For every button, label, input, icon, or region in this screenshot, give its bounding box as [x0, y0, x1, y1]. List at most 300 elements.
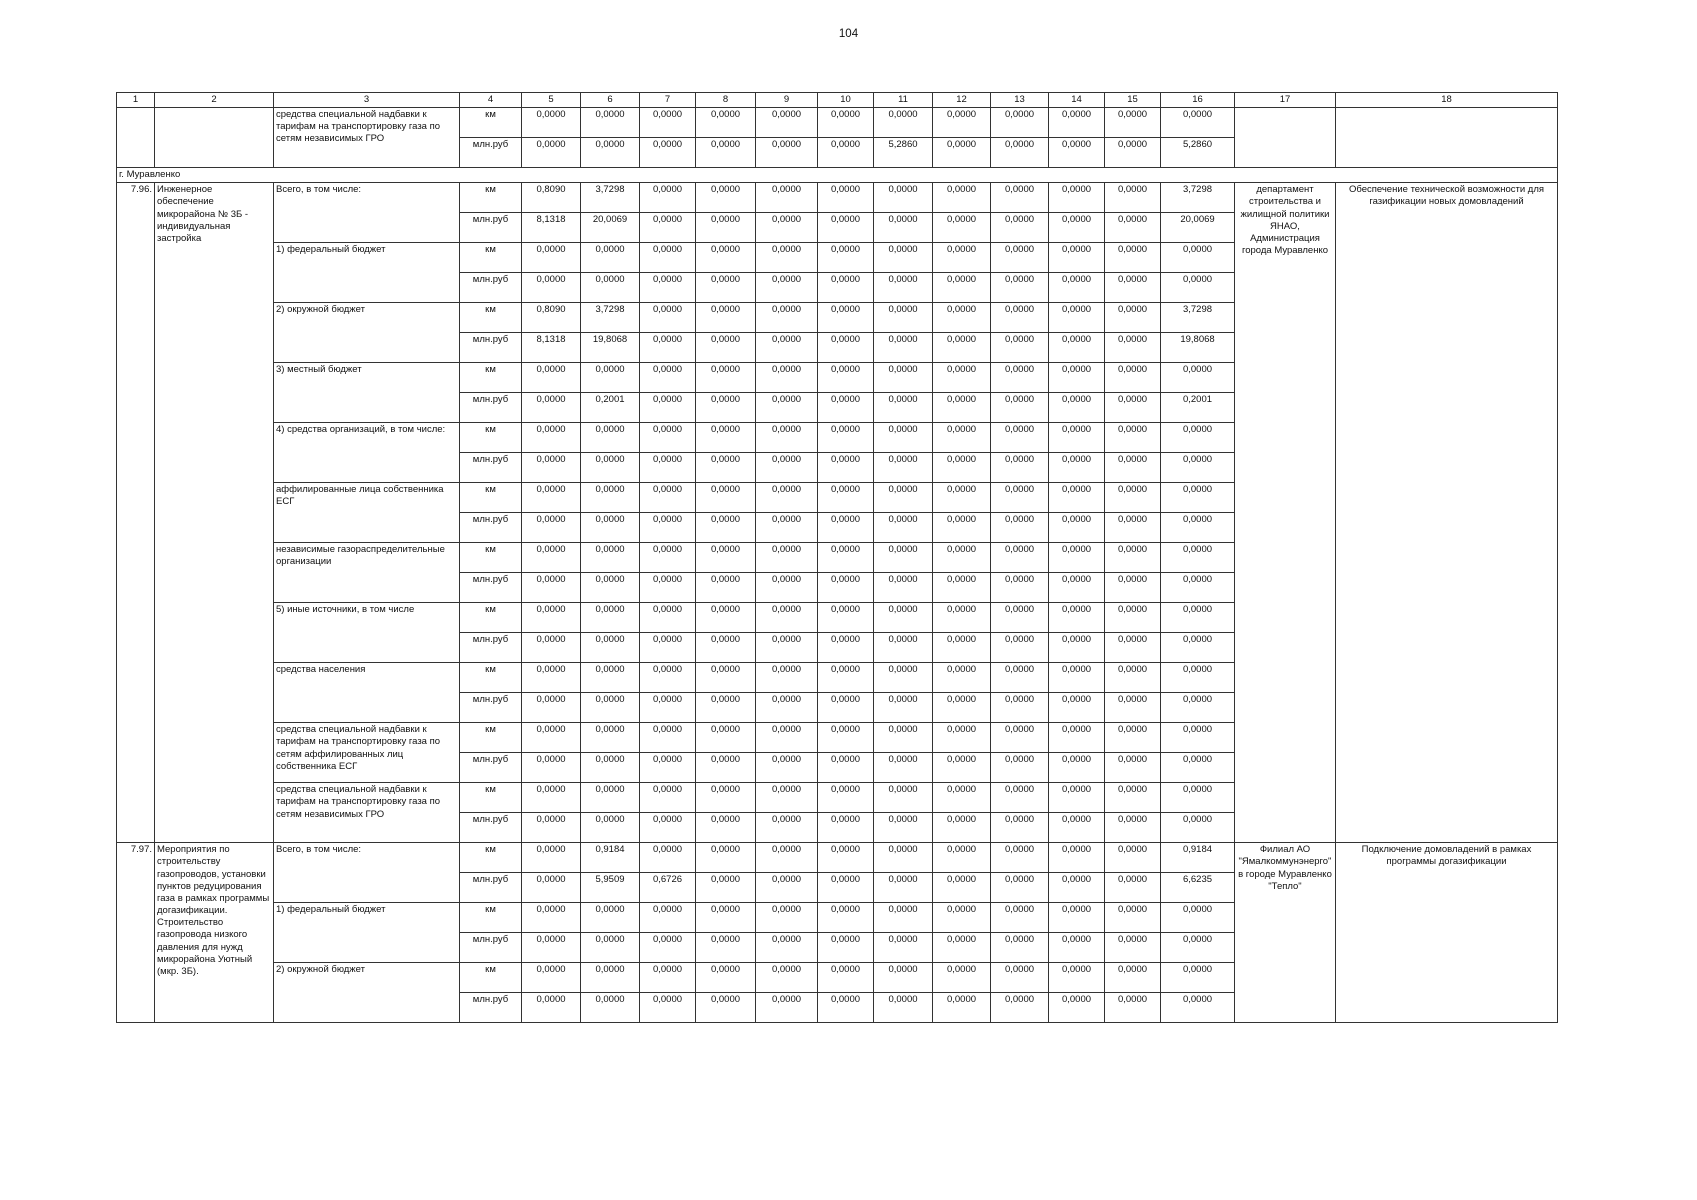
value-cell: 0,0000	[991, 873, 1049, 903]
value-cell: 0,0000	[756, 543, 818, 573]
unit-cell: млн.руб	[460, 333, 522, 363]
column-number: 10	[818, 93, 874, 108]
value-cell: 0,0000	[933, 303, 991, 333]
section-title: г. Муравленко	[117, 168, 1558, 183]
value-cell: 0,0000	[756, 723, 818, 753]
value-cell: 0,0000	[991, 108, 1049, 138]
value-cell: 20,0069	[1161, 213, 1235, 243]
value-cell: 0,2001	[1161, 393, 1235, 423]
budget-table	[116, 92, 1558, 1023]
value-cell: 0,0000	[1105, 753, 1161, 783]
value-cell: 0,0000	[1105, 483, 1161, 513]
value-cell: 0,0000	[1105, 138, 1161, 168]
column-number: 14	[1049, 93, 1105, 108]
value-cell: 0,0000	[756, 783, 818, 813]
value-cell: 0,0000	[991, 243, 1049, 273]
column-number: 16	[1161, 93, 1235, 108]
value-cell: 0,0000	[818, 783, 874, 813]
column-number: 2	[155, 93, 274, 108]
value-cell: 0,0000	[522, 138, 581, 168]
value-cell: 0,0000	[874, 933, 933, 963]
value-cell: 0,0000	[1049, 108, 1105, 138]
value-cell: 0,0000	[818, 138, 874, 168]
value-cell: 0,0000	[522, 693, 581, 723]
value-cell: 0,0000	[933, 603, 991, 633]
value-cell: 0,0000	[1049, 333, 1105, 363]
value-cell: 0,0000	[696, 273, 756, 303]
value-cell: 0,0000	[756, 138, 818, 168]
value-cell: 0,0000	[1105, 573, 1161, 603]
value-cell: 0,0000	[1049, 993, 1105, 1023]
value-cell: 0,0000	[640, 663, 696, 693]
unit-cell: млн.руб	[460, 393, 522, 423]
result-cell: Подключение домовладений в рамках программы догазификации	[1336, 843, 1558, 1023]
value-cell: 0,0000	[818, 903, 874, 933]
value-cell: 0,0000	[581, 603, 640, 633]
source-label: Всего, в том числе:	[274, 843, 460, 903]
value-cell: 0,9184	[581, 843, 640, 873]
value-cell: 0,0000	[756, 273, 818, 303]
value-cell: 0,0000	[1161, 423, 1235, 453]
value-cell: 0,0000	[874, 633, 933, 663]
value-cell: 0,0000	[991, 138, 1049, 168]
column-number: 8	[696, 93, 756, 108]
value-cell: 0,0000	[874, 483, 933, 513]
source-label: средства специальной надбавки к тарифам на транспортировку газа по сетям аффилированных лиц собственника ЕСГ	[274, 723, 460, 783]
unit-cell: км	[460, 603, 522, 633]
unit-cell: млн.руб	[460, 513, 522, 543]
value-cell: 0,0000	[696, 993, 756, 1023]
value-cell: 0,0000	[756, 333, 818, 363]
value-cell: 0,0000	[991, 543, 1049, 573]
value-cell: 0,0000	[581, 423, 640, 453]
value-cell: 0,0000	[1161, 603, 1235, 633]
value-cell: 0,0000	[933, 783, 991, 813]
value-cell: 0,0000	[581, 903, 640, 933]
value-cell: 0,0000	[874, 333, 933, 363]
value-cell: 0,0000	[1049, 603, 1105, 633]
column-number: 15	[1105, 93, 1161, 108]
value-cell: 0,0000	[933, 573, 991, 603]
source-label: средства специальной надбавки к тарифам на транспортировку газа по сетям независимых ГРО	[274, 108, 460, 168]
value-cell: 0,0000	[1105, 873, 1161, 903]
value-cell: 0,0000	[1161, 933, 1235, 963]
value-cell: 0,0000	[756, 933, 818, 963]
value-cell: 0,0000	[756, 183, 818, 213]
value-cell: 0,0000	[696, 543, 756, 573]
value-cell: 0,0000	[640, 483, 696, 513]
value-cell: 0,0000	[874, 423, 933, 453]
value-cell: 0,0000	[756, 453, 818, 483]
value-cell: 0,0000	[696, 663, 756, 693]
unit-cell: км	[460, 543, 522, 573]
item-name: Инженерное обеспечение микрорайона № 3Б - индивидуальная застройка	[155, 183, 274, 843]
value-cell: 0,0000	[522, 633, 581, 663]
value-cell: 0,0000	[874, 108, 933, 138]
value-cell: 0,0000	[581, 693, 640, 723]
value-cell: 0,0000	[1049, 633, 1105, 663]
value-cell: 0,0000	[640, 843, 696, 873]
value-cell: 0,2001	[581, 393, 640, 423]
value-cell: 0,0000	[818, 543, 874, 573]
value-cell: 0,0000	[1105, 213, 1161, 243]
value-cell: 0,0000	[933, 723, 991, 753]
column-number: 3	[274, 93, 460, 108]
item-code: 7.97.	[117, 843, 155, 1023]
value-cell: 0,0000	[991, 663, 1049, 693]
value-cell: 0,0000	[1105, 723, 1161, 753]
value-cell: 0,0000	[933, 933, 991, 963]
value-cell: 0,0000	[991, 843, 1049, 873]
value-cell: 0,0000	[1105, 303, 1161, 333]
value-cell: 0,0000	[818, 513, 874, 543]
value-cell: 0,0000	[933, 108, 991, 138]
value-cell: 0,0000	[1049, 273, 1105, 303]
value-cell: 0,0000	[991, 453, 1049, 483]
value-cell: 0,0000	[991, 783, 1049, 813]
column-number: 17	[1235, 93, 1336, 108]
value-cell: 0,0000	[640, 723, 696, 753]
value-cell: 0,0000	[818, 843, 874, 873]
value-cell: 0,0000	[818, 633, 874, 663]
value-cell: 0,0000	[756, 603, 818, 633]
value-cell: 0,0000	[874, 543, 933, 573]
value-cell: 0,0000	[640, 783, 696, 813]
value-cell: 0,0000	[756, 903, 818, 933]
unit-cell: млн.руб	[460, 633, 522, 663]
value-cell: 0,0000	[581, 933, 640, 963]
value-cell: 0,0000	[874, 993, 933, 1023]
value-cell: 0,0000	[640, 108, 696, 138]
value-cell: 0,0000	[581, 543, 640, 573]
value-cell: 0,0000	[1049, 213, 1105, 243]
value-cell: 0,0000	[818, 813, 874, 843]
unit-cell: млн.руб	[460, 753, 522, 783]
value-cell: 0,0000	[818, 183, 874, 213]
value-cell: 0,0000	[696, 693, 756, 723]
column-number: 11	[874, 93, 933, 108]
value-cell: 0,0000	[696, 483, 756, 513]
value-cell: 0,0000	[696, 453, 756, 483]
code-cell	[117, 108, 155, 168]
value-cell: 0,0000	[1049, 513, 1105, 543]
value-cell: 0,0000	[874, 273, 933, 303]
value-cell: 0,0000	[696, 603, 756, 633]
value-cell: 0,0000	[1161, 693, 1235, 723]
value-cell: 0,0000	[874, 723, 933, 753]
unit-cell: млн.руб	[460, 993, 522, 1023]
unit-cell: км	[460, 483, 522, 513]
value-cell: 0,0000	[522, 243, 581, 273]
value-cell: 0,0000	[581, 963, 640, 993]
value-cell: 0,0000	[640, 903, 696, 933]
value-cell: 0,0000	[756, 873, 818, 903]
value-cell: 0,0000	[756, 513, 818, 543]
value-cell: 0,0000	[696, 333, 756, 363]
unit-cell: км	[460, 243, 522, 273]
value-cell: 0,0000	[874, 453, 933, 483]
value-cell: 0,0000	[991, 423, 1049, 453]
value-cell: 3,7298	[1161, 183, 1235, 213]
unit-cell: км	[460, 108, 522, 138]
value-cell: 0,0000	[696, 303, 756, 333]
value-cell: 0,0000	[1161, 753, 1235, 783]
value-cell: 0,0000	[818, 108, 874, 138]
value-cell: 0,0000	[991, 813, 1049, 843]
value-cell: 0,0000	[933, 363, 991, 393]
value-cell: 0,0000	[1105, 693, 1161, 723]
value-cell: 0,0000	[933, 213, 991, 243]
value-cell: 0,0000	[581, 783, 640, 813]
value-cell: 0,0000	[991, 183, 1049, 213]
value-cell: 0,0000	[1105, 813, 1161, 843]
value-cell: 0,0000	[874, 513, 933, 543]
value-cell: 0,0000	[991, 693, 1049, 723]
value-cell: 0,0000	[640, 993, 696, 1023]
value-cell: 0,0000	[933, 183, 991, 213]
value-cell: 0,0000	[1161, 483, 1235, 513]
value-cell: 0,0000	[581, 633, 640, 663]
result-cell: Обеспечение технической возможности для газификации новых домовладений	[1336, 183, 1558, 843]
value-cell: 0,0000	[1105, 423, 1161, 453]
value-cell: 0,0000	[874, 813, 933, 843]
value-cell: 0,0000	[696, 873, 756, 903]
value-cell: 0,0000	[696, 783, 756, 813]
value-cell: 0,0000	[640, 138, 696, 168]
value-cell: 5,2860	[1161, 138, 1235, 168]
value-cell: 0,0000	[581, 483, 640, 513]
value-cell: 0,0000	[1161, 663, 1235, 693]
value-cell: 0,0000	[696, 213, 756, 243]
value-cell: 0,0000	[522, 513, 581, 543]
unit-cell: км	[460, 303, 522, 333]
value-cell: 0,0000	[1049, 543, 1105, 573]
unit-cell: млн.руб	[460, 453, 522, 483]
value-cell: 0,0000	[1105, 933, 1161, 963]
source-label: 1) федеральный бюджет	[274, 243, 460, 303]
unit-cell: млн.руб	[460, 273, 522, 303]
value-cell: 0,0000	[818, 963, 874, 993]
value-cell: 0,0000	[756, 753, 818, 783]
source-label: независимые газораспределительные организации	[274, 543, 460, 603]
value-cell: 0,0000	[874, 303, 933, 333]
value-cell: 0,0000	[933, 543, 991, 573]
value-cell: 0,0000	[1049, 693, 1105, 723]
value-cell: 0,0000	[1105, 453, 1161, 483]
value-cell: 0,0000	[756, 483, 818, 513]
value-cell: 5,2860	[874, 138, 933, 168]
unit-cell: км	[460, 363, 522, 393]
value-cell: 0,0000	[1049, 813, 1105, 843]
value-cell: 0,0000	[874, 783, 933, 813]
value-cell: 0,0000	[1049, 423, 1105, 453]
value-cell: 0,0000	[581, 753, 640, 783]
value-cell: 0,0000	[522, 873, 581, 903]
value-cell: 0,0000	[640, 393, 696, 423]
source-label: 4) средства организаций, в том числе:	[274, 423, 460, 483]
value-cell: 0,0000	[756, 213, 818, 243]
value-cell: 6,6235	[1161, 873, 1235, 903]
value-cell: 0,0000	[696, 573, 756, 603]
value-cell: 0,0000	[640, 453, 696, 483]
value-cell: 0,0000	[933, 273, 991, 303]
value-cell: 0,0000	[933, 393, 991, 423]
value-cell: 0,0000	[756, 243, 818, 273]
value-cell: 0,0000	[696, 933, 756, 963]
value-cell: 0,0000	[991, 963, 1049, 993]
value-cell: 0,0000	[522, 843, 581, 873]
value-cell: 0,0000	[522, 543, 581, 573]
result-cell	[1336, 108, 1558, 168]
value-cell: 0,0000	[1049, 573, 1105, 603]
value-cell: 0,0000	[756, 633, 818, 663]
value-cell: 0,0000	[640, 693, 696, 723]
value-cell: 0,0000	[1105, 108, 1161, 138]
unit-cell: млн.руб	[460, 573, 522, 603]
value-cell: 0,0000	[522, 663, 581, 693]
value-cell: 0,0000	[522, 423, 581, 453]
value-cell: 0,0000	[818, 363, 874, 393]
value-cell: 3,7298	[1161, 303, 1235, 333]
value-cell: 0,0000	[522, 453, 581, 483]
value-cell: 0,0000	[818, 423, 874, 453]
value-cell: 0,0000	[581, 993, 640, 1023]
value-cell: 0,0000	[874, 243, 933, 273]
value-cell: 0,0000	[933, 138, 991, 168]
executor-cell: Филиал АО "Ямалкоммунэнерго" в городе Муравленко "Тепло"	[1235, 843, 1336, 1023]
value-cell: 0,0000	[1049, 393, 1105, 423]
value-cell: 0,0000	[933, 513, 991, 543]
value-cell: 0,0000	[522, 813, 581, 843]
value-cell: 0,0000	[874, 903, 933, 933]
value-cell: 0,0000	[1105, 633, 1161, 663]
value-cell: 0,0000	[874, 873, 933, 903]
value-cell: 0,0000	[640, 573, 696, 603]
unit-cell: км	[460, 183, 522, 213]
value-cell: 0,0000	[1105, 513, 1161, 543]
value-cell: 0,0000	[756, 363, 818, 393]
value-cell: 0,0000	[696, 393, 756, 423]
value-cell: 0,0000	[1105, 783, 1161, 813]
value-cell: 0,0000	[1161, 363, 1235, 393]
value-cell: 0,0000	[581, 273, 640, 303]
value-cell: 0,0000	[818, 993, 874, 1023]
table-row	[117, 108, 1558, 138]
value-cell: 0,0000	[696, 513, 756, 543]
value-cell: 0,0000	[991, 903, 1049, 933]
value-cell: 0,0000	[581, 573, 640, 603]
value-cell: 0,0000	[696, 723, 756, 753]
value-cell: 0,0000	[756, 993, 818, 1023]
value-cell: 0,6726	[640, 873, 696, 903]
value-cell: 0,0000	[818, 723, 874, 753]
value-cell: 0,0000	[756, 573, 818, 603]
value-cell: 0,0000	[933, 753, 991, 783]
value-cell: 0,0000	[640, 303, 696, 333]
value-cell: 0,0000	[1049, 138, 1105, 168]
value-cell: 0,0000	[1105, 843, 1161, 873]
value-cell: 0,0000	[522, 363, 581, 393]
column-number: 18	[1336, 93, 1558, 108]
value-cell: 0,0000	[1105, 993, 1161, 1023]
value-cell: 0,0000	[818, 483, 874, 513]
column-number: 5	[522, 93, 581, 108]
value-cell: 0,0000	[818, 333, 874, 363]
value-cell: 0,0000	[874, 183, 933, 213]
value-cell: 0,0000	[991, 213, 1049, 243]
value-cell: 0,0000	[1049, 873, 1105, 903]
value-cell: 0,0000	[640, 543, 696, 573]
value-cell: 8,1318	[522, 213, 581, 243]
value-cell: 3,7298	[581, 303, 640, 333]
unit-cell: км	[460, 423, 522, 453]
value-cell: 0,0000	[640, 933, 696, 963]
value-cell: 0,0000	[818, 453, 874, 483]
value-cell: 0,0000	[818, 303, 874, 333]
executor-cell	[1235, 108, 1336, 168]
value-cell: 0,0000	[640, 633, 696, 663]
value-cell: 0,0000	[756, 393, 818, 423]
value-cell: 0,0000	[818, 213, 874, 243]
name-cell	[155, 108, 274, 168]
value-cell: 0,0000	[522, 573, 581, 603]
value-cell: 0,0000	[522, 273, 581, 303]
value-cell: 0,8090	[522, 183, 581, 213]
value-cell: 0,0000	[756, 423, 818, 453]
value-cell: 0,0000	[874, 843, 933, 873]
value-cell: 0,0000	[640, 423, 696, 453]
value-cell: 0,0000	[696, 963, 756, 993]
unit-cell: млн.руб	[460, 933, 522, 963]
value-cell: 0,0000	[1105, 363, 1161, 393]
item-name: Мероприятия по строительству газопроводов, установки пунктов редуцирования газа в рамках программы догазификации. Строительство газопровода низкого давления для нужд микрорайона Уютный (мкр. 3Б).	[155, 843, 274, 1023]
value-cell: 0,0000	[874, 573, 933, 603]
value-cell: 0,0000	[933, 693, 991, 723]
value-cell: 0,0000	[581, 363, 640, 393]
unit-cell: км	[460, 963, 522, 993]
value-cell: 0,0000	[1105, 903, 1161, 933]
value-cell: 0,0000	[818, 573, 874, 603]
value-cell: 0,0000	[1105, 243, 1161, 273]
value-cell: 0,0000	[522, 903, 581, 933]
value-cell: 0,0000	[522, 933, 581, 963]
table-row	[117, 843, 1558, 873]
value-cell: 0,0000	[640, 273, 696, 303]
value-cell: 0,0000	[991, 483, 1049, 513]
value-cell: 0,0000	[1049, 783, 1105, 813]
value-cell: 0,0000	[640, 753, 696, 783]
value-cell: 0,0000	[1105, 543, 1161, 573]
value-cell: 0,0000	[640, 963, 696, 993]
value-cell: 0,0000	[581, 813, 640, 843]
value-cell: 0,0000	[640, 813, 696, 843]
value-cell: 0,0000	[1105, 393, 1161, 423]
value-cell: 8,1318	[522, 333, 581, 363]
value-cell: 0,0000	[522, 993, 581, 1023]
source-label: аффилированные лица собственника ЕСГ	[274, 483, 460, 543]
value-cell: 3,7298	[581, 183, 640, 213]
value-cell: 0,0000	[581, 513, 640, 543]
value-cell: 0,0000	[581, 243, 640, 273]
value-cell: 0,0000	[756, 693, 818, 723]
value-cell: 0,0000	[581, 453, 640, 483]
column-number: 1	[117, 93, 155, 108]
value-cell: 0,0000	[933, 243, 991, 273]
value-cell: 0,0000	[1049, 843, 1105, 873]
value-cell: 0,0000	[991, 333, 1049, 363]
value-cell: 0,0000	[522, 783, 581, 813]
value-cell: 0,0000	[581, 723, 640, 753]
